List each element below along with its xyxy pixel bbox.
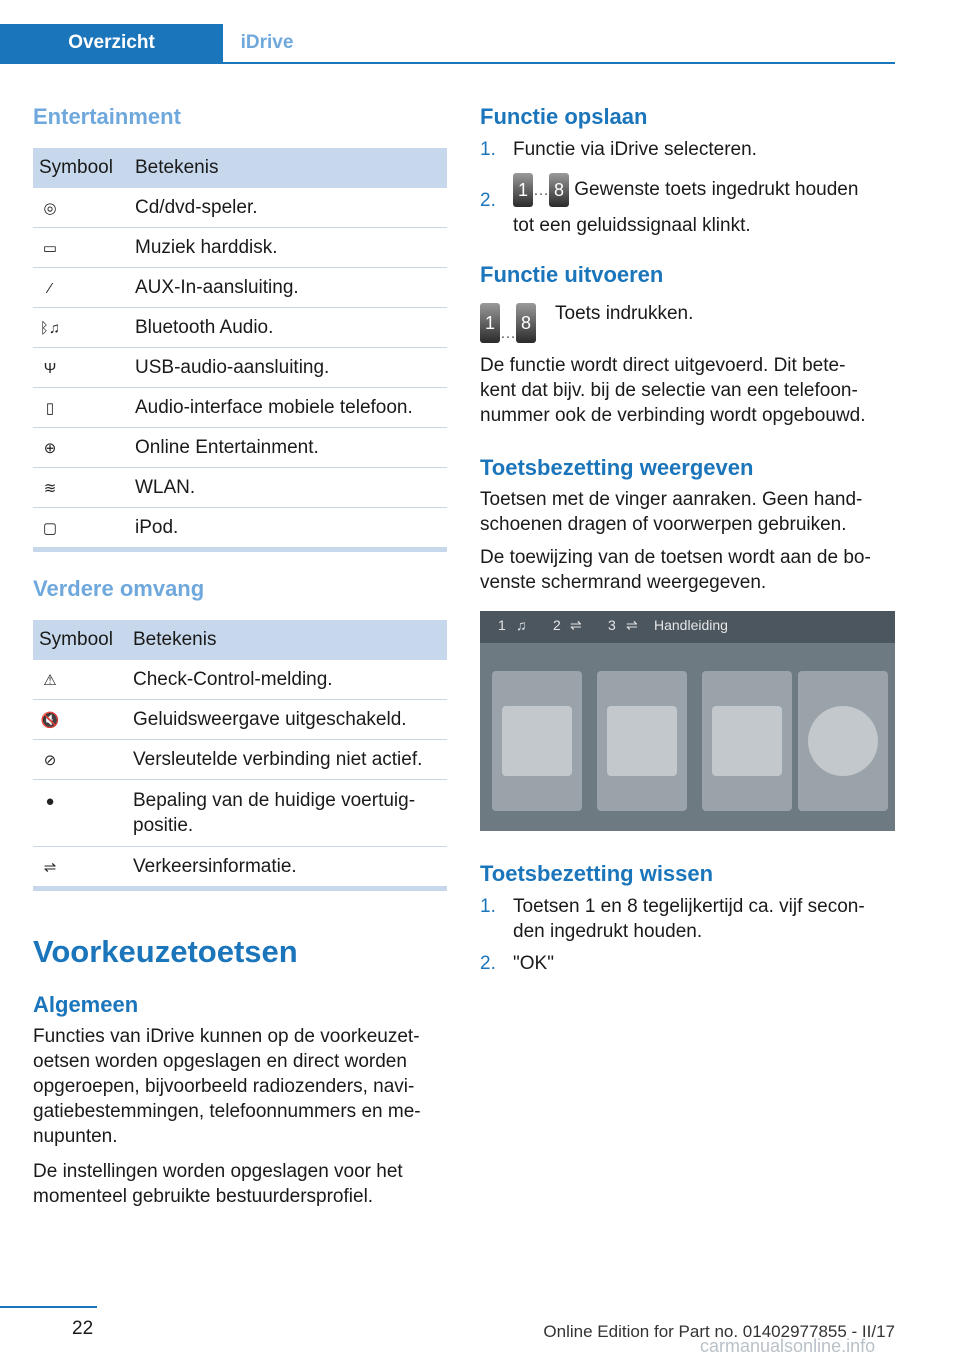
preset-bar xyxy=(480,611,895,643)
row-label xyxy=(127,780,447,847)
aux-in-icon: ⁄ xyxy=(48,279,52,297)
verdere-table xyxy=(33,620,447,891)
row-label: WLAN. xyxy=(129,468,447,508)
text-line: nummer ook de verbinding wordt opgebouwd. xyxy=(480,405,866,426)
row-label: Audio-interface mobiele telefoon. xyxy=(129,388,447,428)
section-title-verdere: Verdere omvang xyxy=(33,576,205,601)
table-header xyxy=(33,620,447,660)
telephone-icon xyxy=(607,706,677,776)
harddisk-icon: ▭ xyxy=(42,239,58,257)
subsection-title-wissen: Toetsbezetting wissen xyxy=(480,861,714,886)
preset-2-label: 2 xyxy=(553,617,561,633)
encryption-off-icon: ⊘ xyxy=(43,751,57,769)
subsection-title-opslaan: Functie opslaan xyxy=(480,104,648,129)
tab-idrive[interactable]: iDrive xyxy=(240,32,294,53)
text-line: kent dat bijv. bij de selectie van een telefoon- xyxy=(480,380,858,401)
tab-overzicht[interactable]: Overzicht xyxy=(0,24,223,62)
row-label: Geluidsweergave uitgeschakeld. xyxy=(127,700,447,740)
preset-3-label: 3 xyxy=(608,617,616,633)
watermark: carmanualsonline.info xyxy=(700,1336,876,1356)
tile-online xyxy=(798,671,888,811)
paragraph-weergeven-1 xyxy=(480,487,895,537)
traffic-info-icon: ⇌ xyxy=(43,858,57,876)
music-note-icon: ♫ xyxy=(516,617,527,633)
bluetooth-icon xyxy=(502,706,572,776)
preset-1-label: 1 xyxy=(498,617,506,633)
warning-triangle-icon: ⚠ xyxy=(43,671,57,689)
footer-divider xyxy=(0,1306,97,1308)
table-row xyxy=(33,780,447,847)
step-text xyxy=(513,173,858,207)
map-icon xyxy=(712,706,782,776)
ipod-icon: ▢ xyxy=(42,519,58,537)
tile-telephone xyxy=(597,671,687,811)
row-label-line2: positie. xyxy=(133,815,194,836)
text-line: opgeroepen, bijvoorbeeld radiozenders, navi- xyxy=(33,1076,415,1097)
header-betekenis: Betekenis xyxy=(129,148,447,188)
preset-key-1-icon: 1 xyxy=(513,173,533,207)
preset-3-title: Handleiding xyxy=(654,617,728,633)
step-text: Functie via iDrive selecteren. xyxy=(513,139,757,160)
table-row xyxy=(33,388,447,428)
tile-bluetooth xyxy=(492,671,582,811)
step-text: "OK" xyxy=(513,953,554,974)
bluetooth-audio-icon: ᛒ♫ xyxy=(39,319,61,337)
subsection-title-uitvoeren: Functie uitvoeren xyxy=(480,262,664,287)
row-label: Check-Control-melding. xyxy=(127,660,447,700)
paragraph-algemeen-1 xyxy=(33,1024,447,1149)
table-row xyxy=(33,847,447,889)
car-icon: ⇌ xyxy=(626,617,638,633)
paragraph-weergeven-2 xyxy=(480,545,895,595)
ellipsis: … xyxy=(533,182,549,200)
steps-wissen xyxy=(480,894,895,984)
position-icon: ● xyxy=(45,793,55,810)
step-text-line2: den ingedrukt houden. xyxy=(513,921,703,942)
row-label: Online Entertainment. xyxy=(129,428,447,468)
header-symbool: Symbool xyxy=(33,148,129,188)
table-row xyxy=(33,508,447,550)
row-label-line1: Bepaling van de huidige voertuig- xyxy=(133,790,416,811)
uitvoeren-keys xyxy=(480,303,895,343)
row-label: Verkeersinformatie. xyxy=(127,847,447,889)
section-title-entertainment: Entertainment xyxy=(33,104,181,129)
uitvoeren-instruction: Toets indrukken. xyxy=(555,303,694,324)
preset-key-1-icon: 1 xyxy=(480,303,500,343)
car-icon: ⇌ xyxy=(570,617,582,633)
step-number: 1. xyxy=(480,139,496,160)
table-row xyxy=(33,428,447,468)
table-header xyxy=(33,148,447,188)
text-line: nupunten. xyxy=(33,1126,118,1147)
text-line: venste schermrand weergegeven. xyxy=(480,572,767,593)
idrive-screen-illustration xyxy=(480,611,895,831)
table-row xyxy=(33,188,447,228)
header-symbool: Symbool xyxy=(33,620,127,660)
table-row xyxy=(33,308,447,348)
step-text-line2: tot een geluidssignaal klinkt. xyxy=(513,215,751,236)
step-number: 1. xyxy=(480,896,496,917)
table-row xyxy=(33,268,447,308)
table-row xyxy=(33,700,447,740)
table-row xyxy=(33,468,447,508)
table-row xyxy=(33,228,447,268)
step-text: Toetsen 1 en 8 tegelijkertijd ca. vijf secon- xyxy=(513,896,865,917)
row-label: iPod. xyxy=(129,508,447,550)
table-row xyxy=(33,740,447,780)
text-line: momenteel gebruikte bestuurdersprofiel. xyxy=(33,1186,374,1207)
text-line: De functie wordt direct uitgevoerd. Dit bete- xyxy=(480,355,846,376)
speaker-muted-icon: 🔇 xyxy=(40,711,60,729)
entertainment-table xyxy=(33,148,447,552)
text-line: Functies van iDrive kunnen op de voorkeuzet- xyxy=(33,1026,420,1047)
preset-key-8-icon: 8 xyxy=(516,303,536,343)
table-row xyxy=(33,660,447,700)
text-line: schoenen dragen of voorwerpen gebruiken. xyxy=(480,514,847,535)
row-label: Muziek harddisk. xyxy=(129,228,447,268)
step-text-line1: Gewenste toets ingedrukt houden xyxy=(574,179,859,201)
tile-navigation xyxy=(702,671,792,811)
header-betekenis: Betekenis xyxy=(127,620,447,660)
usb-icon: Ψ xyxy=(43,359,57,377)
paragraph-algemeen-2 xyxy=(33,1159,447,1209)
paragraph-uitvoeren xyxy=(480,353,895,428)
edition-note: Online Edition for Part no. 01402977855 - II/17 xyxy=(543,1322,895,1341)
row-label: AUX-In-aansluiting. xyxy=(129,268,447,308)
row-label: Bluetooth Audio. xyxy=(129,308,447,348)
row-label: Cd/dvd-speler. xyxy=(129,188,447,228)
header-tabbar xyxy=(0,24,895,64)
text-line: De instellingen worden opgeslagen voor het xyxy=(33,1161,403,1182)
wlan-icon: ≋ xyxy=(43,479,57,497)
step-number: 2. xyxy=(480,953,496,974)
cd-dvd-icon: ◎ xyxy=(43,199,57,217)
row-label: USB-audio-aansluiting. xyxy=(129,348,447,388)
text-line: De toewijzing van de toetsen wordt aan de bo- xyxy=(480,547,871,568)
globe-icon xyxy=(808,706,878,776)
text-line: Toetsen met de vinger aanraken. Geen hand- xyxy=(480,489,863,510)
subsection-title-weergeven: Toetsbezetting weergeven xyxy=(480,455,754,480)
online-entertainment-icon: ⊕ xyxy=(43,439,57,457)
preset-key-8-icon: 8 xyxy=(549,173,569,207)
page-number: 22 xyxy=(72,1318,94,1339)
subsection-title-algemeen: Algemeen xyxy=(33,992,139,1017)
text-line: gatiebestemmingen, telefoonnummers en me- xyxy=(33,1101,421,1122)
text-line: oetsen worden opgeslagen en direct worden xyxy=(33,1051,407,1072)
section-title-voorkeuzetoetsen: Voorkeuzetoetsen xyxy=(33,934,298,969)
ellipsis: … xyxy=(500,325,516,342)
table-row xyxy=(33,348,447,388)
mobile-phone-icon: ▯ xyxy=(45,399,55,417)
steps-opslaan xyxy=(480,137,895,247)
row-label: Versleutelde verbinding niet actief. xyxy=(127,740,447,780)
step-number: 2. xyxy=(480,190,496,211)
